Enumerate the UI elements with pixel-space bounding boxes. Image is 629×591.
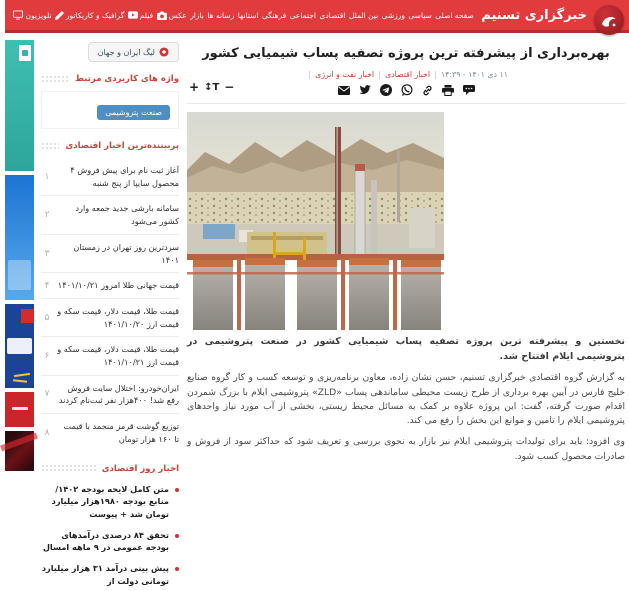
sidebar (41, 36, 179, 591)
nav-item-economy[interactable] (319, 11, 345, 20)
tasnim-calligraphy-icon (599, 10, 619, 30)
section-title: پربیننده‌ترین اخبار اقتصادی (65, 141, 179, 151)
nav-item-photo[interactable] (157, 11, 187, 20)
most-viewed-item-rank: ۵ (44, 312, 50, 323)
article-lead: نخستین و پیشرفته ترین پروژه تصفیه پساب شیمیایی کشور در صنعت پتروشیمی در پتروشیمی ایلام افتتاح شد. (187, 336, 625, 362)
ad-banner-4[interactable] (5, 392, 34, 427)
site-logo-text[interactable]: خبرگزاری تسنیم (481, 7, 587, 23)
most-viewed-item-rank: ۳ (44, 248, 50, 259)
nav-item-graphics[interactable] (55, 11, 124, 20)
most-viewed-item-rank: ۶ (44, 351, 50, 362)
category-link-economy[interactable]: اخبار اقتصادی (385, 70, 431, 79)
most-viewed-item[interactable] (41, 336, 179, 374)
nav-label: صفحه اصلی (435, 10, 474, 20)
nav-label: استانها (237, 10, 259, 20)
nav-label: فرهنگی (261, 10, 287, 20)
most-viewed-item-title: آغاز ثبت نام برای پیش فروش ۴ محصول سایپا از پنج شنبه (70, 165, 179, 188)
most-viewed-item-rank: ۱ (44, 171, 50, 182)
comments-icon[interactable] (463, 85, 475, 96)
most-viewed-item-title: قیمت طلا، قیمت دلار، قیمت سکه و قیمت ارز ۱۴۰۱/۱۰/۲۰ (57, 305, 179, 329)
article-paragraph: وی افزود: باید برای تولیدات پتروشیمی ایلام نیز بازار به نحوی بررسی و تعریف شود که حداکثر سود از فروش و صادرات محصول کسب شود. (187, 436, 625, 462)
most-viewed-item[interactable] (41, 158, 179, 195)
article-image (187, 112, 444, 330)
most-viewed-item[interactable] (41, 272, 179, 298)
main-menu (10, 10, 477, 20)
most-viewed-item[interactable] (41, 195, 179, 233)
ad-banner-3[interactable] (5, 304, 34, 388)
most-viewed-item-title: توزیع گوشت قرمز منجمد با قیمت تا ۱۶۰ هزار تومان (63, 421, 179, 444)
nav-item-culture[interactable] (262, 11, 286, 20)
ad-decoration (13, 379, 27, 382)
most-viewed-item-rank: ۴ (44, 280, 50, 291)
decrease-font-button[interactable]: − (224, 80, 235, 94)
nav-item-video[interactable] (128, 11, 153, 20)
film-play-icon (128, 11, 138, 19)
nav-item-politics[interactable] (408, 11, 431, 20)
daily-news-header (41, 464, 179, 474)
nav-item-tv[interactable] (13, 10, 51, 20)
related-terms-header (41, 74, 179, 84)
petrochemical-plant-photo (187, 112, 444, 330)
most-viewed-item[interactable] (41, 234, 179, 272)
top-navigation-bar (5, 0, 629, 33)
tv-icon (13, 10, 23, 20)
twitter-icon[interactable] (359, 85, 371, 95)
daily-news-item[interactable]: تحقق ۸۴ درصدی درآمدهای بودجه عمومی در ۹ ماهه امسال (41, 525, 179, 558)
related-terms-box (41, 91, 179, 129)
nav-item-sports[interactable] (382, 11, 405, 20)
tag-petrochemical-industry[interactable]: صنعت پتروشیمی (97, 105, 170, 120)
separator (309, 71, 310, 79)
ad-badge (19, 45, 31, 61)
link-icon[interactable] (422, 85, 433, 96)
daily-news-item[interactable]: پیش بینی درآمد ۳۱ هزار میلیارد تومانی دولت از (41, 558, 179, 591)
ad-decoration (8, 260, 31, 290)
font-size-controls (189, 81, 234, 93)
daily-news-list (41, 479, 179, 591)
nav-item-media[interactable] (207, 11, 234, 20)
separator (379, 71, 380, 79)
nav-label: سیاسی (408, 10, 432, 20)
nav-label: رسانه ها (207, 10, 235, 20)
ad-banner-1[interactable] (5, 40, 34, 171)
ad-decoration (14, 373, 30, 377)
ad-decoration (7, 338, 32, 354)
print-icon[interactable] (442, 85, 454, 96)
article-paragraph: به گزارش گروه اقتصادی خبرگزاری تسنیم، حسن نشان زاده، معاون برنامه‌ریزی و توسعه کسب و کار گروه صنایع خلیج فارس در آیین بهره برداری از طرح زیست محیطی ساماندهی پساب «ZLD» پتروشیمی ایلام با بزرگ شمردن اقدام صورت گرفته، گفت: این پروژه علاوه بر کمک به مسائل محیط زیستی، بخشی از آب مورد نیاز واحدهای پتروشیمی ایلام را تامین و موانع این بخش را رفع می کند. (187, 372, 626, 427)
league-button-label: لیگ ایران و جهان (97, 47, 155, 57)
ad-decoration (21, 309, 34, 323)
share-toolbar (187, 81, 625, 96)
ad-banner-5[interactable] (5, 431, 34, 471)
whatsapp-icon[interactable] (401, 84, 413, 96)
ad-decoration (0, 433, 38, 452)
dotted-leader (41, 75, 69, 84)
section-title: واژه های کاربردی مرتبط (75, 74, 179, 84)
nav-label: اجتماعی (289, 10, 317, 20)
most-viewed-list (41, 158, 179, 452)
separator (435, 71, 436, 79)
soccer-ball-icon (159, 47, 169, 57)
nav-item-provinces[interactable] (238, 11, 259, 20)
most-viewed-item-title: ایران‌خودرو: اختلال سایت فروش رفع شد! ۴۰۰هزار نفر ثبت‌نام کردند (58, 382, 179, 406)
nav-label: تلویزیون (25, 10, 52, 20)
nav-label: عکس (168, 10, 187, 20)
ad-banner-2[interactable] (5, 175, 34, 300)
nav-item-international[interactable] (349, 11, 378, 20)
header-divider (187, 103, 625, 104)
camera-icon (157, 11, 167, 20)
tasnim-logo-emblem[interactable] (594, 5, 624, 35)
nav-item-market[interactable] (190, 11, 204, 20)
category-link-oil-energy[interactable]: اخبار نفت و انرژی (315, 70, 375, 79)
dotted-leader (41, 142, 59, 151)
most-viewed-item-rank: ۸ (44, 427, 50, 438)
most-viewed-item[interactable] (41, 413, 179, 451)
most-viewed-item[interactable] (41, 298, 179, 336)
section-title: اخبار روز اقتصادی (101, 463, 179, 474)
nav-item-home[interactable] (435, 11, 474, 20)
most-viewed-item[interactable] (41, 375, 179, 413)
email-icon[interactable] (338, 86, 350, 95)
nav-label: بین الملل (348, 10, 379, 20)
nav-label: گرافیک و کاریکاتور (66, 10, 125, 20)
font-size-label: T↕ (204, 81, 220, 93)
most-viewed-item-rank: ۷ (44, 389, 50, 400)
nav-item-social[interactable] (290, 11, 316, 20)
most-viewed-item-title: قیمت طلا، قیمت دلار، قیمت سکه و قیمت ارز ۱۴۰۱/۱۰/۲۱ (57, 344, 179, 368)
article-datetime: ۱۱ دی ۱۴۰۱ - ۱۴:۳۹ (441, 70, 508, 79)
most-viewed-item-title: سردترین روز تهران در زمستان ۱۴۰۱ (73, 241, 179, 265)
nav-label: بازار (190, 10, 204, 20)
increase-font-button[interactable]: + (189, 80, 200, 94)
dotted-leader (41, 464, 96, 473)
ad-decoration (12, 407, 28, 410)
article-main-column (187, 36, 625, 464)
daily-news-item[interactable]: متن کامل لایحه بودجه ۱۴۰۲/ منابع بودجه ۱۹۸۰هزار میلیارد تومان شد + پیوست (41, 479, 179, 525)
league-scores-button[interactable] (88, 42, 179, 62)
article-meta (187, 70, 625, 79)
most-viewed-item-title: سامانه بارشی جدید جمعه وارد کشور می‌شود (75, 203, 179, 227)
telegram-icon[interactable] (380, 84, 392, 96)
nav-label: فیلم (139, 10, 154, 20)
nav-label: اقتصادی (319, 10, 346, 20)
ad-banner-strip (5, 40, 34, 475)
pen-icon (55, 11, 64, 20)
most-viewed-header (41, 141, 179, 151)
nav-label: ورزشی (381, 10, 405, 20)
most-viewed-item-title: قیمت جهانی طلا امروز ۱۴۰۱/۱۰/۲۱ (57, 280, 179, 291)
most-viewed-item-rank: ۲ (44, 210, 50, 221)
article-title: بهره‌برداری از پیشرفته ترین پروژه تصفیه پساب شیمیایی کشور (202, 46, 610, 61)
